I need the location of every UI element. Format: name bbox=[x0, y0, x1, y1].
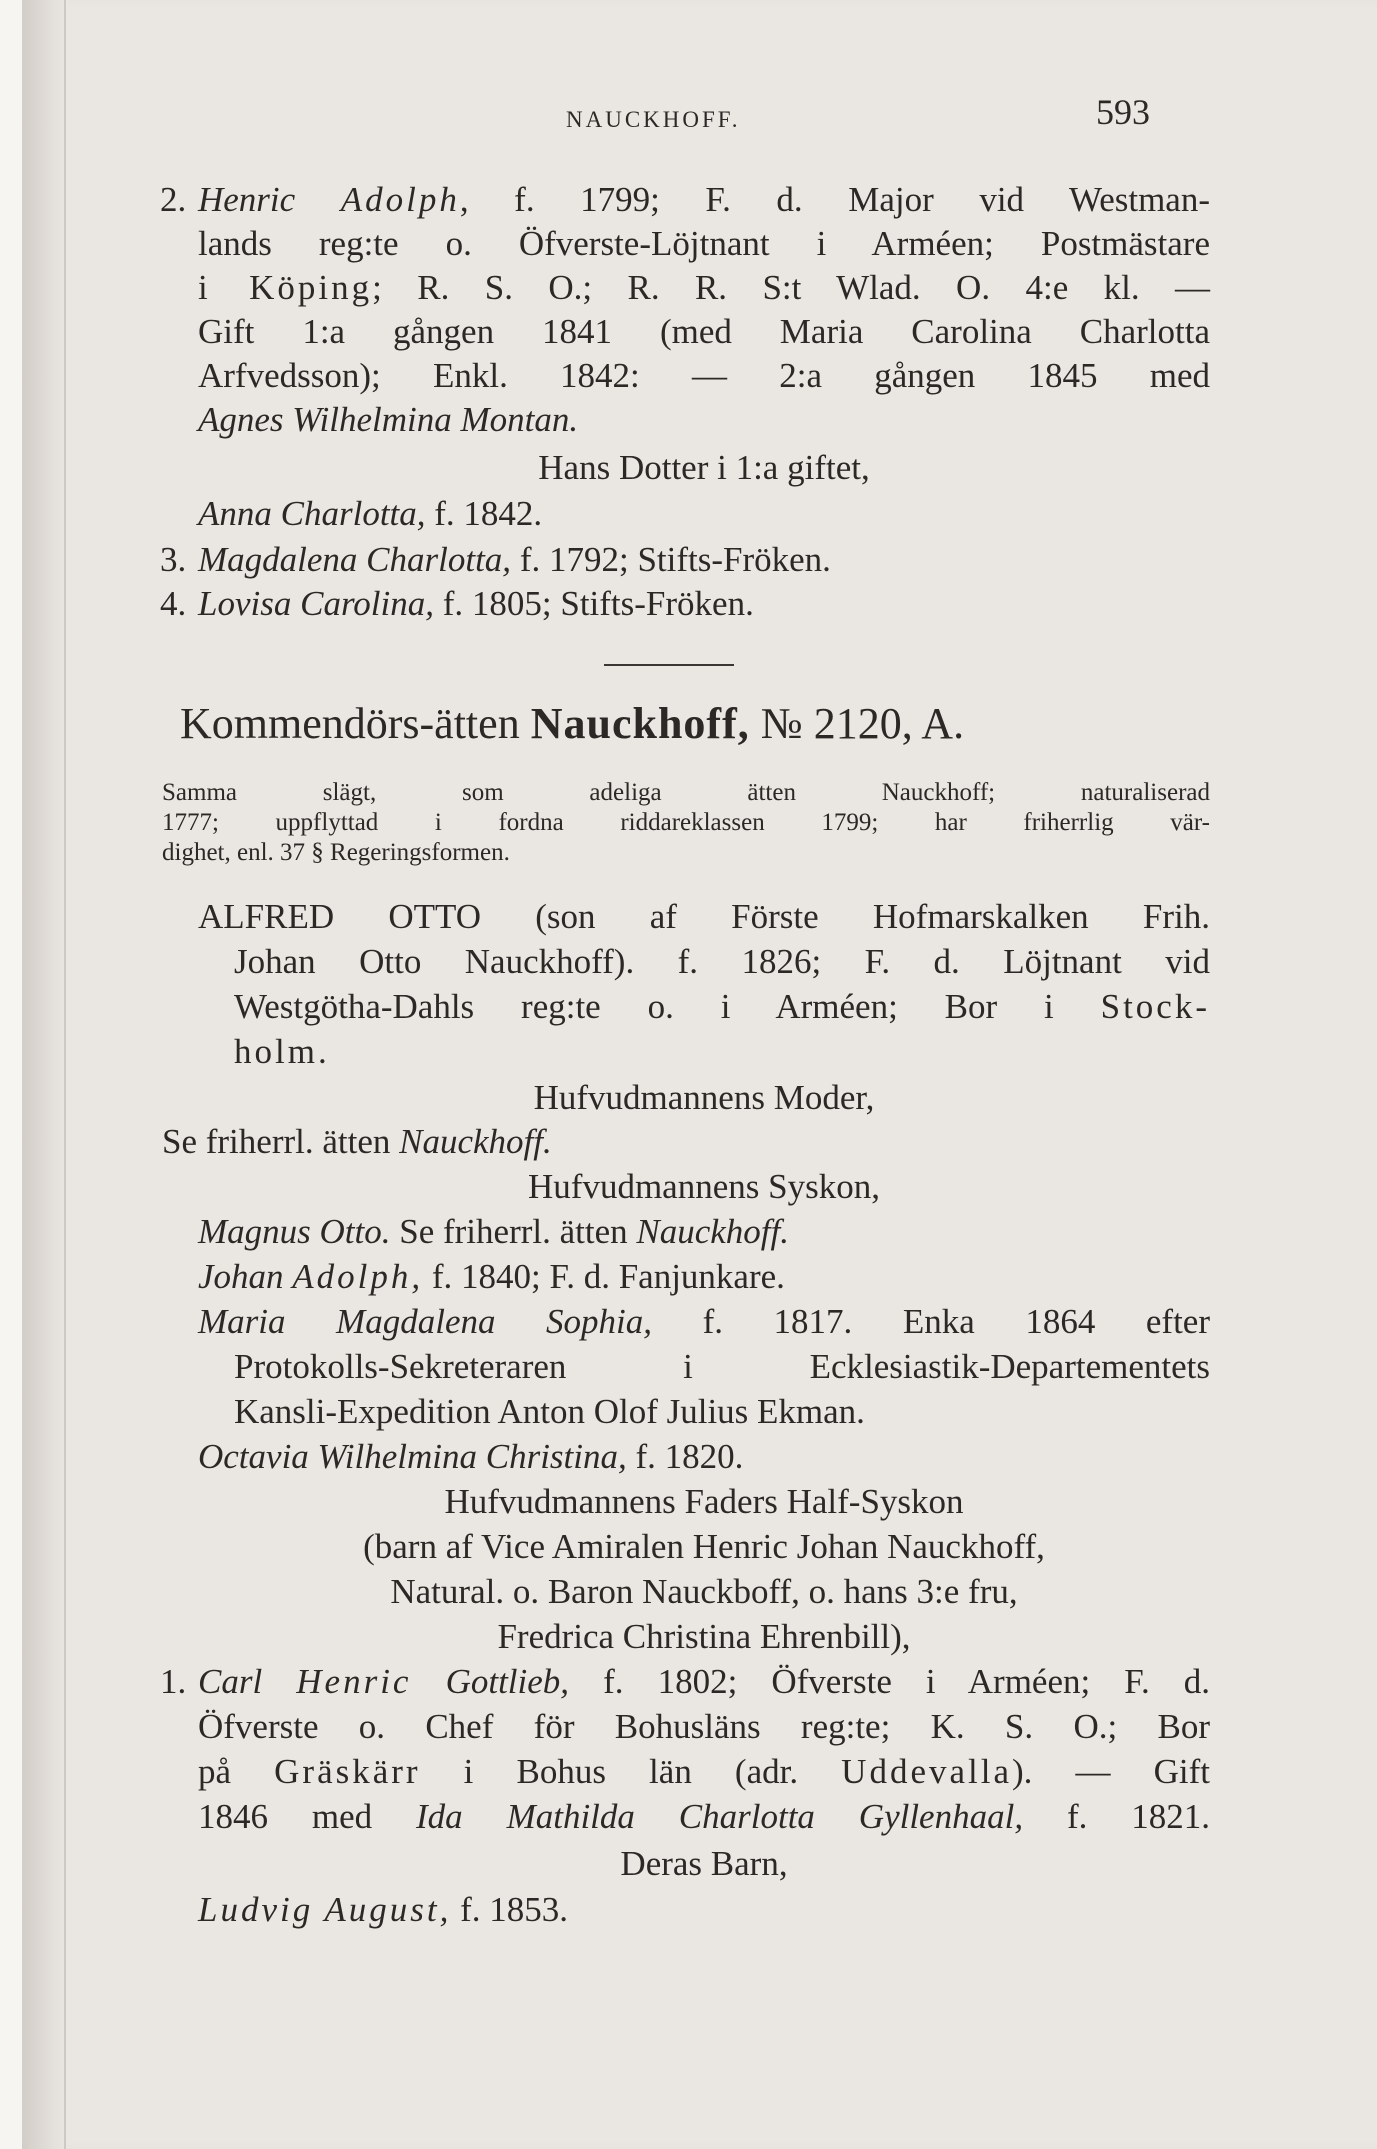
entry-number: 3. bbox=[160, 540, 187, 579]
child-ludvig: Ludvig August, f. 1853. bbox=[198, 1890, 568, 1929]
text-line: Westgötha-Dahls reg:te o. i Arméen; Bor i Stock- bbox=[234, 987, 1210, 1026]
text-line: lands reg:te o. Öfverste-Löjtnant i Arméen; Postmästare bbox=[198, 224, 1210, 263]
place-spaced: Stock- bbox=[1100, 987, 1210, 1026]
text-line: Protokolls-Sekreteraren i Ecklesiastik-Departementets bbox=[234, 1347, 1210, 1386]
entry-number: 2. bbox=[160, 180, 187, 219]
spouse-name: Agnes Wilhelmina Montan. bbox=[198, 400, 579, 439]
sibling-johan: Johan Adolph, f. 1840; F. d. Fanjunkare. bbox=[198, 1257, 785, 1296]
entry-magdalena: Magdalena Charlotta, f. 1792; Stifts-Fröken. bbox=[198, 540, 831, 579]
sibling-magnus: Magnus Otto. Se friherrl. ätten Nauckhoff. bbox=[198, 1212, 789, 1251]
daughter-entry: Anna Charlotta, f. 1842. bbox=[198, 494, 543, 533]
children-heading: Deras Barn, bbox=[620, 1844, 788, 1883]
section-divider bbox=[604, 664, 734, 666]
text-line: Öfverste o. Chef för Bohusläns reg:te; K. S. O.; Bor bbox=[198, 1707, 1210, 1746]
text-line: Arfvedsson); Enkl. 1842: — 2:a gången 1845 med bbox=[198, 356, 1210, 395]
page-number: 593 bbox=[1096, 92, 1150, 132]
entry-name: Henric bbox=[198, 180, 296, 219]
text-line: holm. bbox=[234, 1032, 330, 1071]
mother-heading: Hufvudmannens Moder, bbox=[533, 1078, 875, 1117]
intro-text: 1777; uppflyttad i fordna riddareklassen 1799; har friherrlig vär- bbox=[162, 809, 1210, 836]
half-siblings-note: Natural. o. Baron Nauckboff, o. hans 3:e fru, bbox=[390, 1572, 1018, 1611]
entry-text: ; R. S. O.; R. R. S:t Wlad. O. 4:e kl. — bbox=[372, 268, 1210, 307]
sibling-maria: Maria Magdalena Sophia, f. 1817. Enka 1864 efter bbox=[198, 1302, 1210, 1341]
entry-lovisa: Lovisa Carolina, f. 1805; Stifts-Fröken. bbox=[198, 584, 754, 623]
intro-text: dighet, enl. 37 § Regeringsformen. bbox=[162, 839, 510, 866]
mother-entry: Se friherrl. ätten Nauckhoff. bbox=[162, 1122, 552, 1161]
text-line: Kansli-Expedition Anton Olof Julius Ekman. bbox=[234, 1392, 865, 1431]
entry-number: 4. bbox=[160, 584, 187, 623]
entry-number: 1. bbox=[160, 1662, 187, 1701]
siblings-heading: Hufvudmannens Syskon, bbox=[528, 1167, 880, 1206]
entry-name-spaced: Adolph bbox=[340, 180, 460, 219]
half-siblings-note: Fredrica Christina Ehrenbill), bbox=[497, 1617, 911, 1656]
running-title: NAUCKHOFF. bbox=[566, 107, 741, 132]
head-of-family: ALFRED OTTO (son af Förste Hofmarskalken Frih. bbox=[198, 897, 1210, 936]
text-line: Johan Otto Nauckhoff). f. 1826; F. d. Löjtnant vid bbox=[234, 942, 1210, 981]
intro-text: Samma slägt, som adeliga ätten Nauckhoff; naturaliserad bbox=[162, 779, 1210, 806]
text-line: 1846 med Ida Mathilda Charlotta Gyllenhaal, f. 1821. bbox=[198, 1797, 1211, 1836]
half-siblings-heading: Hufvudmannens Faders Half-Syskon bbox=[444, 1482, 964, 1521]
place-spaced: Uddevalla bbox=[841, 1752, 1012, 1791]
page-gutter-shadow bbox=[22, 0, 68, 2149]
sibling-octavia: Octavia Wilhelmina Christina, f. 1820. bbox=[198, 1437, 744, 1476]
family-name: Nauckhoff, bbox=[530, 699, 750, 748]
entry-carl-henric: Carl Henric Gottlieb, f. 1802; Öfverste i Arméen; F. d. bbox=[198, 1662, 1211, 1701]
entry-henric-adolph bbox=[198, 178, 1210, 222]
daughter-heading: Hans Dotter i 1:a giftet, bbox=[538, 448, 870, 487]
entry-text: , f. 1799; F. d. Major vid Westman- bbox=[459, 180, 1210, 219]
section-title: Kommendörs-ätten Nauckhoff, № 2120, A. bbox=[180, 699, 965, 748]
text-line: på Gräskärr i Bohus län (adr. Uddevalla). — Gift bbox=[198, 1752, 1210, 1791]
binding-edge bbox=[64, 0, 66, 2149]
text-line bbox=[198, 266, 1210, 310]
half-siblings-note: (barn af Vice Amiralen Henric Johan Nauckhoff, bbox=[363, 1527, 1045, 1566]
place-spaced: Gräskärr bbox=[274, 1752, 421, 1791]
place-spaced: i Köping bbox=[198, 268, 373, 307]
text-line: Gift 1:a gången 1841 (med Maria Carolina Charlotta bbox=[198, 312, 1210, 351]
